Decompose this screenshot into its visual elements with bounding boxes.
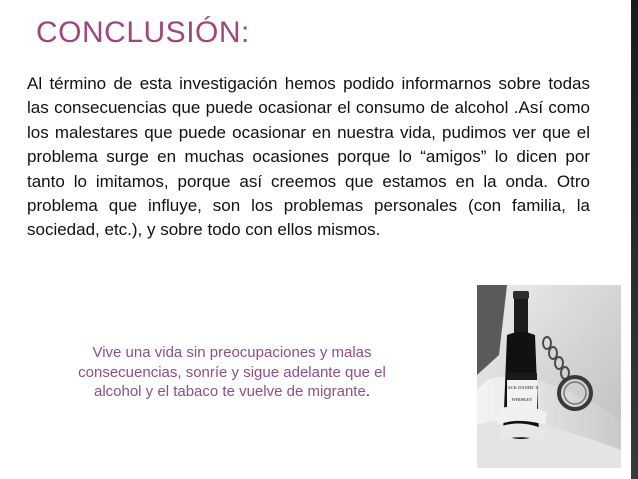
motto-period: . [365, 383, 370, 400]
bottle-photo-illustration [477, 285, 621, 468]
bottle-label-type: WHISKEY [511, 397, 533, 402]
bottle-label-brand: JACK DANIEL'S [505, 385, 539, 390]
bottle-photo [477, 285, 621, 468]
slide-title: CONCLUSIÓN: [36, 16, 250, 49]
right-edge-bar [631, 0, 638, 479]
motto-quote [56, 343, 408, 402]
conclusion-paragraph: Al término de esta investigación hemos podido informarnos sobre todas las consecuencias que puede ocasionar el consumo de alcohol .Así como los malestares que puede ocasionar en nuestra vida, pudimos ver que el problema surge en muchas ocasiones porque lo “amigos” lo dicen por tanto lo imitamos, porque así creemos que estamos en la onda. Otro problema que influye, son los problemas personales (con familia, la sociedad, etc.), y sobre todo con ellos mismos. [27, 74, 590, 240]
motto-text: Vive una vida sin preocupaciones y malas consecuencias, sonríe y sigue adelante que el alcohol y el tabaco te vuelve de migrante [78, 344, 386, 400]
